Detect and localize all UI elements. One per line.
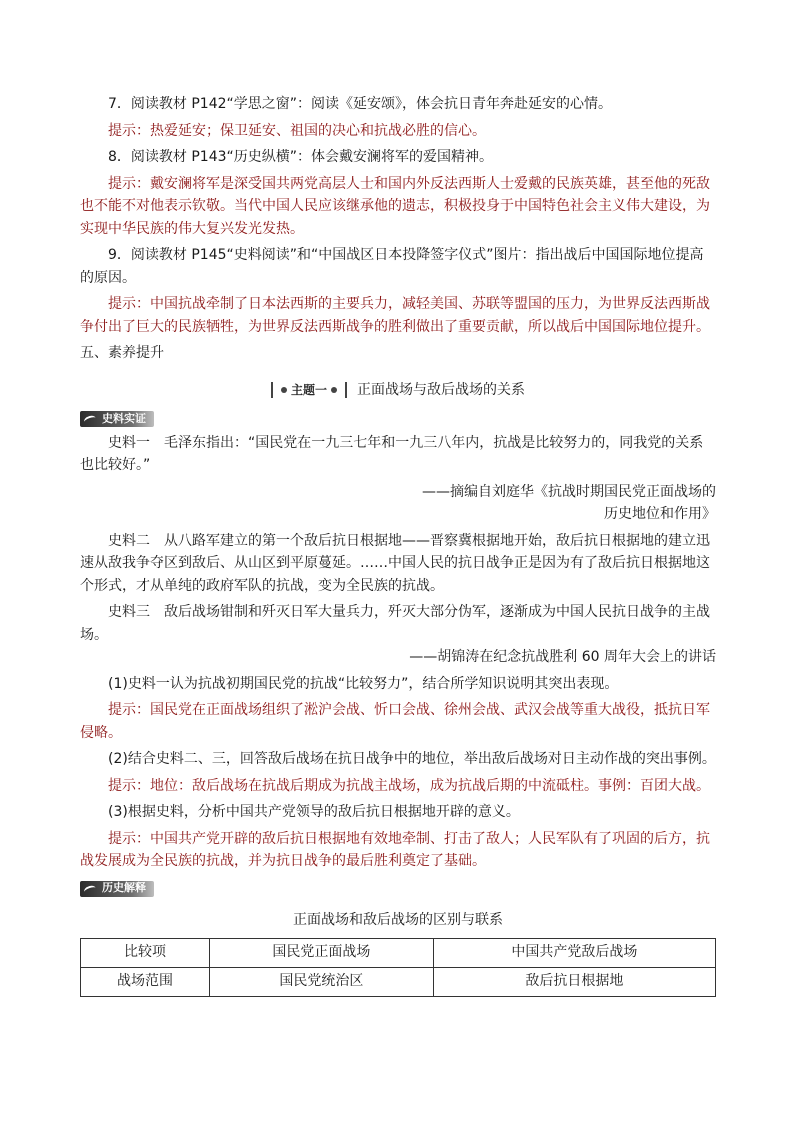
source-3: 史料三 敌后战场钳制和歼灭日军大量兵力，歼灭大部分伪军，逐渐成为中国人民抗日战争的主战场。 [80, 604, 710, 643]
sub-hint-2: 提示：地位：敌后战场在抗战后期成为抗战主战场，成为抗战后期的中流砥柱。事例：百团大战。 [108, 777, 710, 794]
section-tag-evidence [80, 411, 154, 427]
badge-dot-icon [331, 387, 337, 393]
sub-question-3: (3)根据史料，分析中国共产党领导的敌后抗日根据地开辟的意义。 [108, 804, 520, 820]
leaf-icon [84, 884, 98, 894]
leaf-icon [84, 414, 98, 424]
source-2: 史料二 从八路军建立的第一个敌后抗日根据地——晋察冀根据地开始，敌后抗日根据地的建立迅速从敌我争夺区到敌后、从山区到平原蔓延。……中国人民的抗日战争正是因为有了敌后抗日根据地这个形式，才从单纯的政府军队的抗战，变为全民族的抗战。 [80, 532, 710, 594]
header-cell: 中国共产党敌后战场 [433, 938, 715, 967]
section-tag-label: 历史解释 [102, 881, 146, 895]
sub-question-2: (2)结合史料二、三，回答敌后战场在抗日战争中的地位，举出敌后战场对日主动作战的突出事例。 [108, 751, 716, 767]
header-cell: 比较项 [81, 938, 210, 967]
hint-7: 提示：热爱延安；保卫延安、祖国的决心和抗战必胜的信心。 [108, 122, 486, 139]
table-caption: 正面战场和敌后战场的区别与联系 [293, 912, 503, 928]
header-cell: 国民党正面战场 [210, 938, 434, 967]
question-8: 8．阅读教材 P143“历史纵横”：体会戴安澜将军的爱国精神。 [108, 149, 494, 165]
page-content [80, 93, 716, 997]
theme-title: 正面战场与敌后战场的关系 [357, 381, 525, 398]
source-1-citation-cont: 历史地位和作用》 [604, 506, 716, 522]
sub-hint-3: 提示：中国共产党开辟的敌后抗日根据地有效地牵制、打击了敌人；人民军队有了巩固的后方，抗战发展成为全民族的抗战，并为抗日战争的最后胜利奠定了基础。 [80, 830, 710, 869]
table-cell: 国民党统治区 [210, 967, 434, 996]
badge-dot-icon [281, 387, 287, 393]
sub-hint-1: 提示：国民党在正面战场组织了淞沪会战、忻口会战、徐州会战、武汉会战等重大战役，抵抗日军侵略。 [80, 702, 710, 741]
source-3-citation: ——胡锦涛在纪念抗战胜利 60 周年大会上的讲话 [409, 649, 716, 665]
table-row [81, 967, 716, 996]
theme-heading [80, 379, 716, 402]
table-header-row [81, 938, 716, 967]
section-tag-interpretation [80, 881, 154, 897]
source-1-citation: ——摘编自刘庭华《抗战时期国民党正面战场的 [422, 483, 716, 500]
table-cell: 敌后抗日根据地 [433, 967, 715, 996]
theme-badge-label: 主题一 [290, 382, 327, 397]
theme-badge [271, 382, 347, 398]
section-tag-label: 史料实证 [102, 411, 146, 425]
question-9: 9．阅读教材 P145“史料阅读”和“中国战区日本投降签字仪式”图片：指出战后中国国际地位提高的原因。 [80, 247, 704, 286]
hint-8: 提示：戴安澜将军是深受国共两党高层人士和国内外反法西斯人士爱戴的民族英雄，甚至他的死敌也不能不对他表示钦敬。当代中国人民应该继承他的遗志，积极投身于中国特色社会主义伟大建设，为实现中华民族的伟大复兴发光发热。 [80, 175, 710, 237]
sub-question-1: (1)史料一认为抗战初期国民党的抗战“比较努力”，结合所学知识说明其突出表现。 [108, 675, 619, 692]
question-7: 7．阅读教材 P142“学思之窗”：阅读《延安颂》，体会抗日青年奔赴延安的心情。 [108, 96, 613, 112]
table-cell: 战场范围 [81, 967, 210, 996]
source-1: 史料一 毛泽东指出：“国民党在一九三七年和一九三八年内，抗战是比较努力的，同我党的关系也比较好。” [80, 434, 704, 473]
comparison-table [80, 938, 716, 997]
hint-9: 提示：中国抗战牵制了日本法西斯的主要兵力，减轻美国、苏联等盟国的压力，为世界反法西斯战争付出了巨大的民族牺牲，为世界反法西斯战争的胜利做出了重要贡献，所以战后中国国际地位提升。 [80, 296, 710, 335]
section-heading: 五、素养提升 [80, 345, 164, 361]
